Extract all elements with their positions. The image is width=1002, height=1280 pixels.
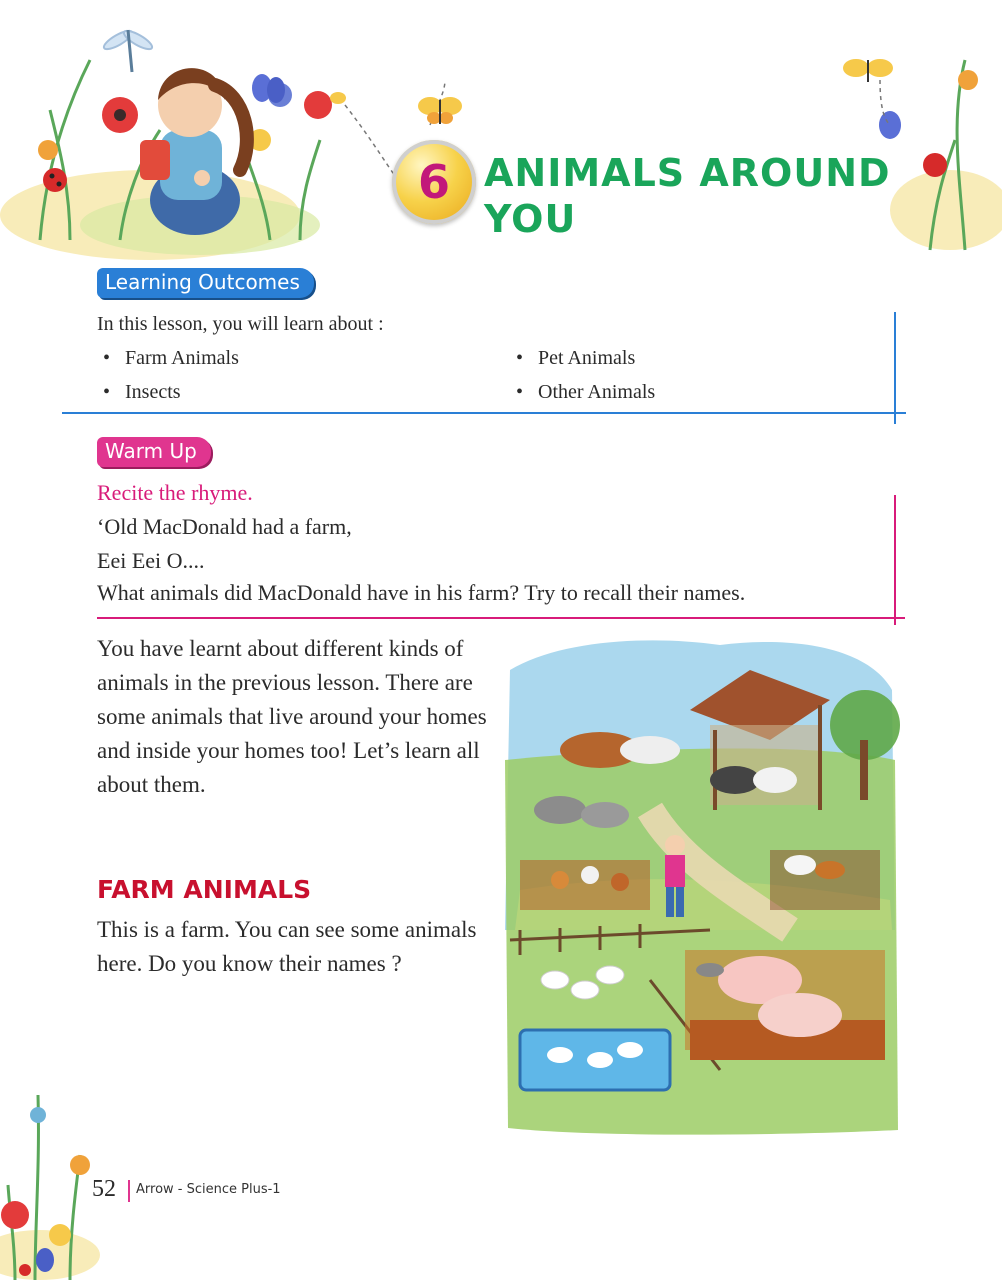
chapter-title (484, 150, 904, 242)
book-title: Arrow - Science Plus-1 (136, 1182, 281, 1197)
page-number: 52 (92, 1176, 116, 1202)
intro-paragraph: You have learnt about different kinds of animals in the previous lesson. There are some animals that live around your homes and inside your homes too! Let’s learn all about them. (97, 636, 487, 797)
warm-up-divider-horizontal (97, 617, 905, 619)
chapter-number-badge (392, 140, 476, 224)
outcome-item: • Farm Animals (125, 347, 239, 370)
chapter-number: 6 (417, 155, 450, 209)
farm-illustration (500, 630, 900, 1140)
chapter-title-line2: YOU (484, 197, 577, 241)
learning-outcomes-intro: In this lesson, you will learn about : (97, 313, 384, 335)
warm-up-tag: Warm Up (97, 437, 211, 467)
chapter-title-line1: ANIMALS AROUND (484, 151, 891, 195)
warm-up-prompt: Recite the rhyme. (97, 480, 253, 505)
footer-divider (128, 1180, 130, 1202)
outcomes-divider-horizontal (62, 412, 906, 414)
farm-paragraph: This is a farm. You can see some animals here. Do you know their names ? (97, 917, 477, 976)
section-heading: FARM ANIMALS (97, 875, 312, 904)
outcomes-divider-vertical (894, 312, 896, 424)
outcome-item: • Other Animals (538, 381, 655, 404)
warm-up-question: What animals did MacDonald have in his farm? Try to recall their names. (97, 580, 746, 605)
rhyme-line: ‘Old MacDonald had a farm, (97, 514, 352, 539)
outcome-item: • Insects (125, 381, 181, 404)
warm-up-divider-vertical (894, 495, 896, 625)
outcome-item: • Pet Animals (538, 347, 635, 370)
learning-outcomes-tag: Learning Outcomes (97, 268, 314, 298)
rhyme-line: Eei Eei O.... (97, 548, 205, 573)
